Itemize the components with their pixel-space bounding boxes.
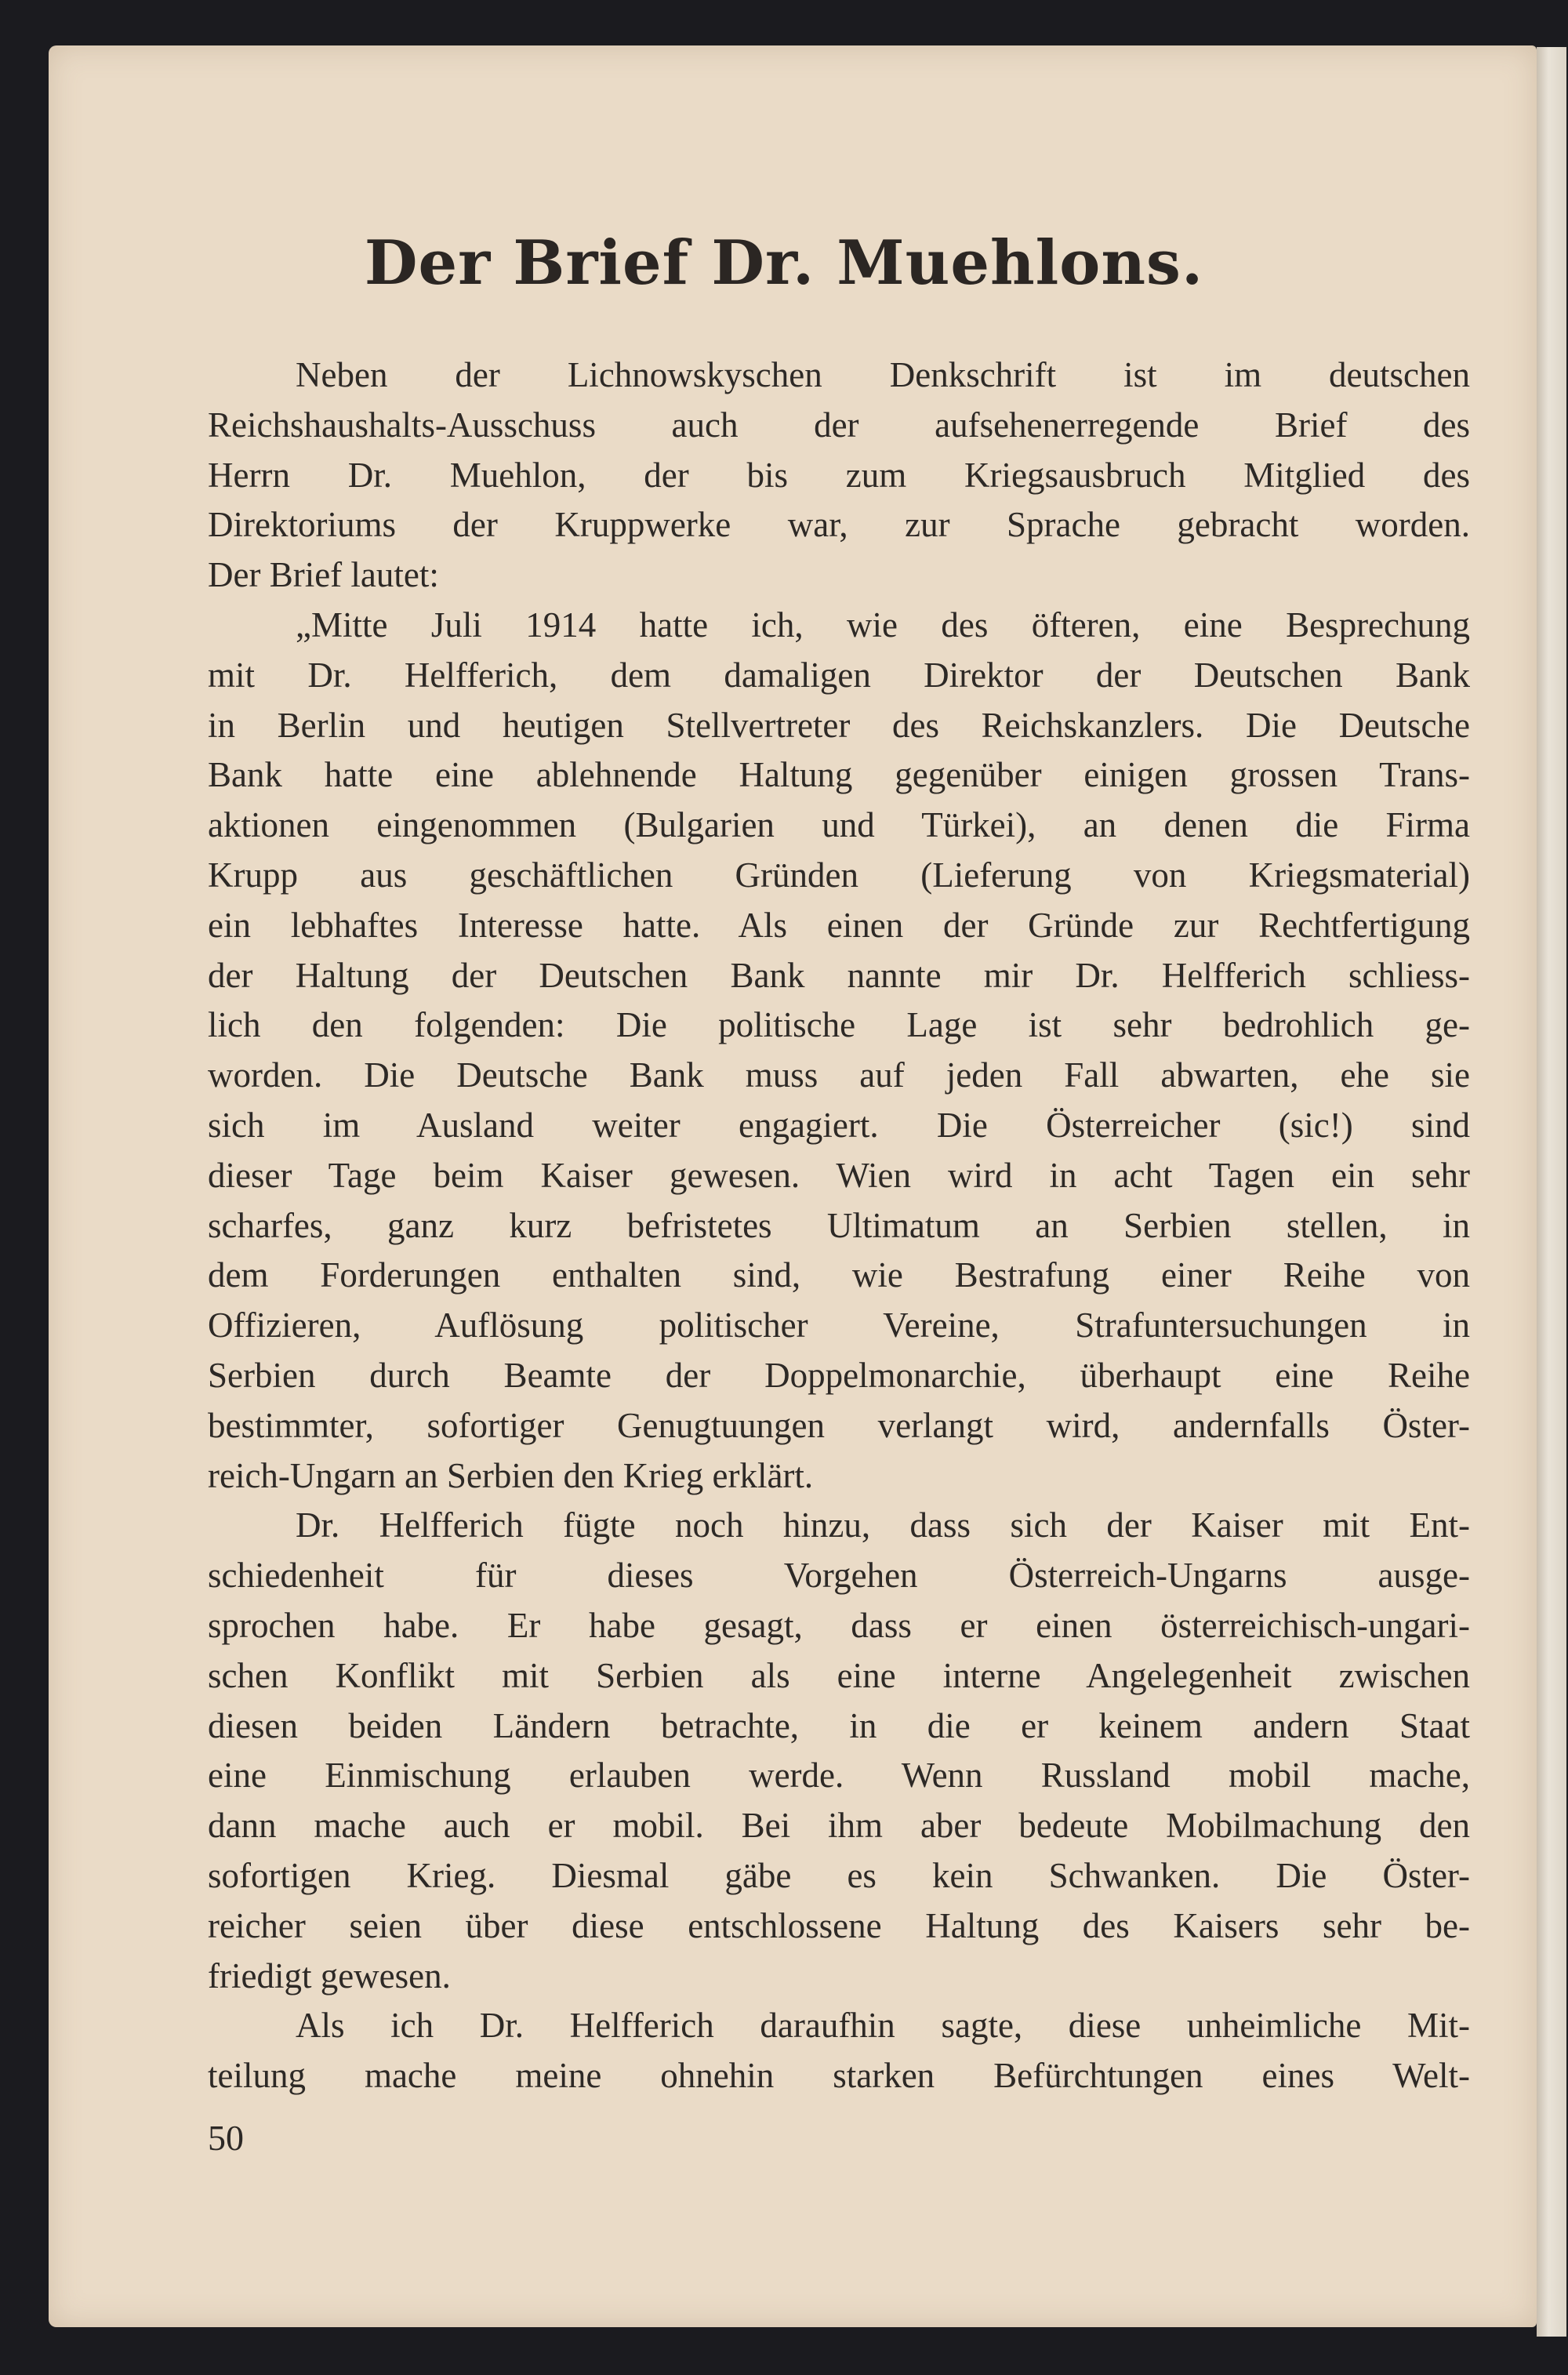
text-line: in Berlin und heutigen Stellvertreter des Reichskanzlers. Die Deutsche bbox=[208, 705, 1470, 745]
text-line: Herrn Dr. Muehlon, der bis zum Kriegsausbruch Mitglied des bbox=[208, 455, 1470, 495]
text-line: bestimmter, sofortiger Genugtuungen verlangt wird, andernfalls Öster- bbox=[208, 1405, 1470, 1445]
text-line: reich-Ungarn an Serbien den Krieg erklärt. bbox=[208, 1455, 814, 1495]
text-line: Dr. Helfferich fügte noch hinzu, dass sich der Kaiser mit Ent- bbox=[296, 1505, 1470, 1545]
text-line: teilung mache meine ohnehin starken Befürchtungen eines Welt- bbox=[208, 2056, 1470, 2096]
text-line: „Mitte Juli 1914 hatte ich, wie des öfteren, eine Besprechung bbox=[296, 605, 1470, 645]
text-line: Serbien durch Beamte der Doppelmonarchie, überhaupt eine Reihe bbox=[208, 1355, 1470, 1395]
text-line: sich im Ausland weiter engagiert. Die Österreicher (sic!) sind bbox=[208, 1105, 1470, 1145]
text-line: aktionen eingenommen (Bulgarien und Türkei), an denen die Firma bbox=[208, 805, 1470, 845]
text-line: worden. Die Deutsche Bank muss auf jeden Fall abwarten, ehe sie bbox=[208, 1055, 1470, 1095]
text-line: der Haltung der Deutschen Bank nannte mir Dr. Helfferich schliess- bbox=[208, 955, 1470, 995]
text-line: Neben der Lichnowskyschen Denkschrift ist im deutschen bbox=[296, 355, 1470, 394]
text-line: friedigt gewesen. bbox=[208, 1956, 451, 1996]
text-line: diesen beiden Ländern betrachte, in die er keinem andern Staat bbox=[208, 1705, 1470, 1745]
text-line: sprochen habe. Er habe gesagt, dass er einen österreichisch-ungari- bbox=[208, 1605, 1470, 1645]
text-line: Reichshaushalts-Ausschuss auch der aufsehenerregende Brief des bbox=[208, 405, 1470, 445]
text-line: reicher seien über diese entschlossene Haltung des Kaisers sehr be- bbox=[208, 1905, 1470, 1945]
text-line: dem Forderungen enthalten sind, wie Bestrafung einer Reihe von bbox=[208, 1255, 1470, 1295]
page-number: 50 bbox=[208, 2118, 244, 2158]
text-line: scharfes, ganz kurz befristetes Ultimatum an Serbien stellen, in bbox=[208, 1205, 1470, 1245]
text-line: ein lebhaftes Interesse hatte. Als einen der Gründe zur Rechtfertigung bbox=[208, 905, 1470, 945]
text-line: Der Brief lautet: bbox=[208, 555, 439, 595]
text-line: Bank hatte eine ablehnende Haltung gegenüber einigen grossen Trans- bbox=[208, 755, 1470, 795]
text-line: sofortigen Krieg. Diesmal gäbe es kein Schwanken. Die Öster- bbox=[208, 1855, 1470, 1895]
text-line: mit Dr. Helfferich, dem damaligen Direktor der Deutschen Bank bbox=[208, 655, 1470, 695]
text-line: schen Konflikt mit Serbien als eine interne Angelegenheit zwischen bbox=[208, 1655, 1470, 1695]
text-line: Als ich Dr. Helfferich daraufhin sagte, diese unheimliche Mit- bbox=[296, 2006, 1470, 2046]
chapter-title: Der Brief Dr. Muehlons. bbox=[364, 227, 1204, 299]
page-edge bbox=[1537, 47, 1566, 2337]
body-text bbox=[208, 350, 1470, 2101]
text-line: Direktoriums der Kruppwerke war, zur Sprache gebracht worden. bbox=[208, 505, 1470, 545]
text-line: dieser Tage beim Kaiser gewesen. Wien wird in acht Tagen ein sehr bbox=[208, 1155, 1470, 1195]
text-line: Offizieren, Auflösung politischer Vereine, Strafuntersuchungen in bbox=[208, 1306, 1470, 1345]
text-line: lich den folgenden: Die politische Lage ist sehr bedrohlich ge- bbox=[208, 1005, 1470, 1045]
text-line: eine Einmischung erlauben werde. Wenn Russland mobil mache, bbox=[208, 1756, 1470, 1796]
text-line: dann mache auch er mobil. Bei ihm aber bedeute Mobilmachung den bbox=[208, 1806, 1470, 1846]
text-line: schiedenheit für dieses Vorgehen Österreich-Ungarns ausge- bbox=[208, 1556, 1470, 1596]
text-line: Krupp aus geschäftlichen Gründen (Lieferung von Kriegsmaterial) bbox=[208, 855, 1470, 895]
